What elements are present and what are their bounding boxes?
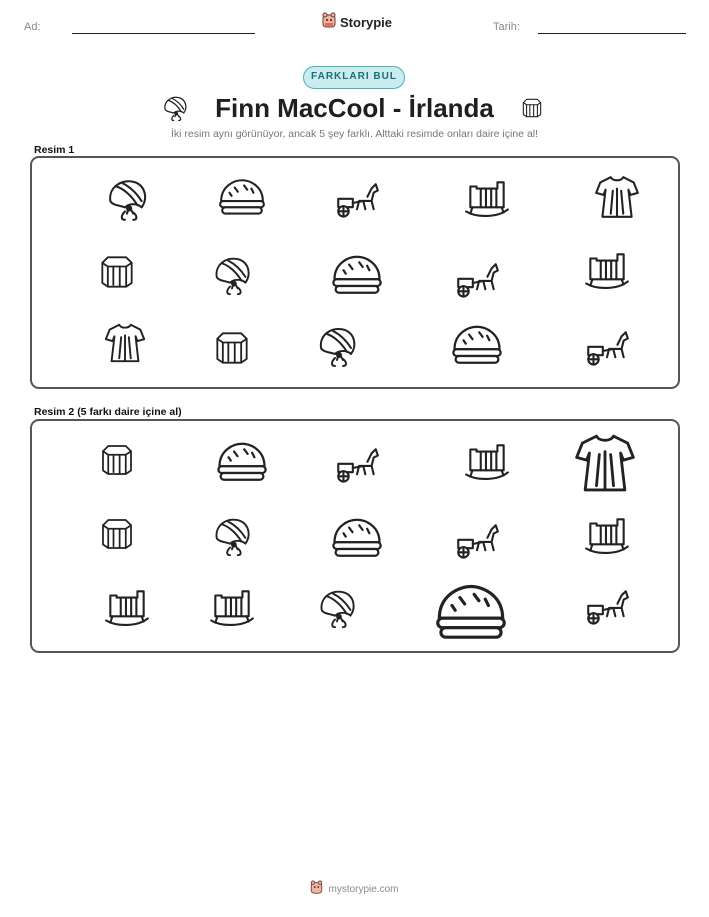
- picture1-label: Resim 1: [34, 144, 75, 156]
- bonnet-icon: [313, 322, 361, 370]
- cradle-icon[interactable]: [462, 437, 512, 487]
- horse-cart-icon[interactable]: [582, 585, 632, 635]
- dress-icon: [102, 320, 148, 366]
- picture1-panel: [30, 156, 680, 389]
- name-line[interactable]: [72, 33, 255, 34]
- bonnet-icon[interactable]: [314, 585, 360, 631]
- footer-site[interactable]: mystorypie.com: [328, 884, 399, 895]
- picture2-label: Resim 2 (5 farkı daire içine al): [34, 406, 182, 418]
- brand-logo: [322, 12, 392, 33]
- horse-cart-icon[interactable]: [452, 519, 502, 569]
- cradle-icon[interactable]: [207, 583, 257, 633]
- cradle-icon: [462, 174, 512, 224]
- bread-icon[interactable]: [330, 513, 384, 567]
- horse-cart-icon[interactable]: [332, 443, 382, 493]
- stump-icon[interactable]: [96, 439, 138, 481]
- page-header: [0, 0, 709, 50]
- stump-icon: [210, 326, 254, 370]
- dress-icon: [592, 172, 642, 222]
- bread-icon: [450, 320, 504, 374]
- horse-cart-icon: [582, 326, 632, 376]
- cradle-icon[interactable]: [102, 583, 152, 633]
- bear-logo-icon: [310, 880, 323, 899]
- bread-icon: [217, 174, 267, 224]
- horse-cart-icon: [452, 258, 502, 308]
- date-line[interactable]: [538, 33, 686, 34]
- tag-pill: FARKLARI BUL: [303, 66, 405, 89]
- bread-icon[interactable]: [433, 577, 509, 653]
- cradle-icon: [582, 246, 632, 296]
- bonnet-icon: [209, 252, 255, 298]
- date-label: Tarih:: [493, 21, 520, 33]
- cradle-icon[interactable]: [582, 511, 632, 561]
- bear-logo-icon: [322, 12, 336, 33]
- bread-icon: [330, 250, 384, 304]
- stump-icon[interactable]: [96, 513, 138, 555]
- stump-icon: [95, 250, 139, 294]
- brand-name: Storypie: [340, 15, 393, 30]
- instructions: İki resim aynı görünüyor, ancak 5 şey farklı. Alttaki resimde onları daire içine al!: [170, 128, 539, 140]
- bonnet-icon[interactable]: [209, 513, 255, 559]
- picture2-panel[interactable]: [30, 419, 680, 653]
- stump-icon: [519, 95, 545, 126]
- horse-cart-icon: [332, 178, 382, 228]
- page-title: Finn MacCool - İrlanda: [215, 93, 494, 123]
- bonnet-icon: [102, 174, 152, 224]
- name-label: Ad:: [24, 21, 41, 33]
- dress-icon[interactable]: [571, 429, 639, 497]
- bread-icon[interactable]: [215, 437, 269, 491]
- footer: [0, 880, 709, 899]
